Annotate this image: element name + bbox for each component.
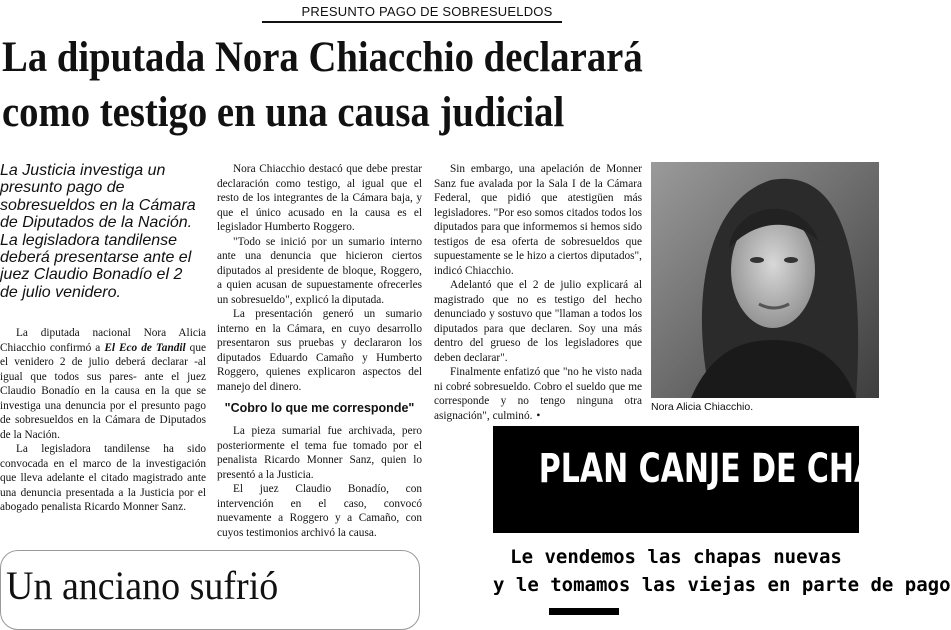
- headline-line-2: como testigo en una causa judicial: [2, 89, 565, 136]
- body-paragraph: La presentación generó un sumario interno en la Cámara, en cuyo desarrollo presentaron sus pruebas y declararon los diputados Eduardo Camaño y Humberto Roggero, quienes explicaron aspectos del manejo del dinero.: [217, 308, 422, 393]
- body-paragraph: "Todo se inició por un sumario interno ante una denuncia que hicieron ciertos diputados al presidente de bloque, Roggero, a quien acusan de supuestamente ofrecerles un sobresueldo", explicó la diputada.: [217, 235, 422, 306]
- body-paragraph: El juez Claudio Bonadío, con intervención en el caso, convocó nuevamente a Roggero y a Camaño, con cuyos testimonios archivó la causa.: [217, 483, 422, 539]
- body-column-2: [217, 162, 422, 540]
- body-paragraph: La legisladora tandilense ha sido convocada en el marco de la investigación que lleva adelante el citado magistrado ante una denuncia presentada a la Justicia por el abogado penalista Ricardo Monner Sanz.: [0, 443, 206, 513]
- next-article-headline: Un anciano sufrió: [6, 563, 279, 608]
- body-paragraph: Nora Chiacchio destacó que debe prestar declaración como testigo, al igual que el resto de los integrantes de la Cámara baja, y que el único acusado en la causa es el legislador Humberto Roggero.: [217, 163, 422, 233]
- section-kicker: PRESUNTO PAGO DE SOBRESUELDOS: [301, 4, 553, 19]
- advertisement-plan-canje: [493, 426, 951, 615]
- photo-caption: Nora Alicia Chiacchio.: [651, 401, 754, 413]
- article-subheading: "Cobro lo que me corresponde": [224, 401, 415, 415]
- body-paragraph: Adelantó que el 2 de julio explicará al magistrado que no es testigo del hecho denunciado y sostuvo que "llaman a todos los diputados para que declaren. Soy una más dentro del grueso de los legisladores que deben declarar".: [434, 279, 642, 364]
- ad-title: PLAN CANJE DE CHAPAS: [538, 446, 942, 492]
- newspaper-name: El Eco de Tandil: [104, 341, 186, 354]
- body-paragraph: Sin embargo, una apelación de Monner Sanz fue avalada por la Sala I de la Cámara Federal, que pidió que atestigüen más legisladores. "Por eso somos citados todos los diputados para que informemos si hemos sido testigos de esa oferta de sobresueldos que supuestamente se le hizo a ciertos diputados", indicó Chiacchio.: [434, 163, 642, 277]
- headline-line-1: La diputada Nora Chiacchio declarará: [2, 34, 643, 81]
- body-paragraph: La pieza sumarial fue archivada, pero posteriormente el tema fue tomado por el penalista Ricardo Monner Sanz, quien lo presentó a la Justicia.: [217, 425, 422, 481]
- end-mark: •: [536, 409, 541, 422]
- paragraph-text: La diputada nacional Nora Alicia Chiacchio confirmó a: [0, 327, 206, 354]
- portrait-photo: [651, 162, 879, 398]
- body-paragraph: [0, 326, 206, 442]
- paragraph-text: que el venidero 2 de julio deberá declarar -al igual que todos sus pares- ante el juez Claudio Bonadío en la causa en la que se investiga una denuncia por el presunto pago de sobresueldos en la Cámara de Diputados de la Nación.: [0, 341, 206, 441]
- body-column-1: [0, 326, 206, 515]
- ad-tagline-2: y le tomamos las viejas en parte de pago: [493, 574, 951, 596]
- portrait-illustration: [651, 162, 879, 398]
- paragraph-text: Finalmente enfatizó que "no he visto nada ni cobré sobresueldo. Cobro el sueldo que me corresponde y no tengo ninguna otra asignación", culminó.: [434, 366, 642, 422]
- article-deck: La Justicia investiga un presunto pago de sobresueldos en la Cámara de Diputados de la Nación. La legisladora tandilense deberá presentarse ante el juez Claudio Bonadío el 2 de julio venidero.: [0, 162, 196, 301]
- kicker-underline: [262, 21, 562, 23]
- ad-bottom-bar: [549, 608, 619, 615]
- body-column-3: [434, 162, 642, 423]
- ad-tagline-1: Le vendemos las chapas nuevas: [510, 546, 842, 568]
- body-paragraph: [434, 365, 642, 423]
- article-headline: [2, 30, 790, 140]
